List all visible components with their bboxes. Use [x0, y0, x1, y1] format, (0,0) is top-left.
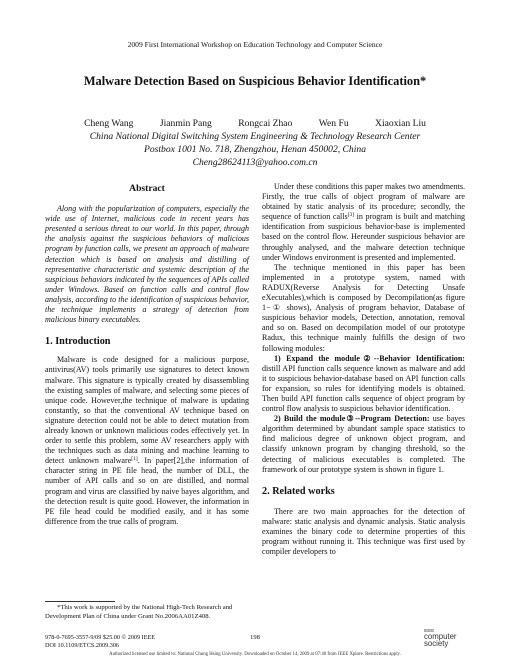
body-text: Under these conditions this paper makes two amendments. Firstly, the true calls of object program of malware are obtained by static analysis of its procedure; secondly, the sequence of function calls	[262, 182, 465, 222]
authorized-use-notice: Authorized licensed use limited to: National Chung Hsing University. Downloaded on October 14, 2009 at 07:40 from IEEE Xplore. Restrictions apply.	[109, 652, 401, 657]
list-item	[262, 414, 465, 475]
isbn: 978-0-7695-3557-9/09 $25.00 © 2009 IEEE	[45, 634, 156, 641]
abstract-heading: Abstract	[129, 183, 165, 194]
list-item-title: 2) Build the module③--Program Detection:	[274, 414, 430, 424]
conference-header: 2009 First International Workshop on Education Technology and Computer Science	[127, 40, 383, 49]
footnote-divider	[45, 601, 115, 602]
author-name: Xiaoxian Liu	[375, 118, 426, 129]
body-paragraph: The technique mentioned in this paper has been implemented in a prototype system, named with RADUX(Reverse Analysis for Detecting Unsafe eXecutables),which is composed by Decompilation(as figure 1−① shows), Analysis of program behavior, Database of suspicious behavior models, Detection, annotation, removal and so on. Based on decompilation model of our prototype Radux, this technique mainly fulfills the design of two following modules:	[262, 262, 465, 353]
list-item-title: 1) Expand the module②--Behavior Identification:	[274, 353, 465, 363]
footnote: *This work is supported by the National High-Tech Research and Development Plan of China under Grant No.2006AA01Z408.	[45, 604, 233, 620]
body-paragraph	[262, 182, 465, 263]
left-column	[45, 184, 249, 527]
author-name: Jianmin Pang	[159, 118, 212, 129]
list-item-text: use bayes algorithm determined by abundant sample space statistics to find malicious degree of unknown object program, and classify unknown program by changing threshold, so the detecting of malicious executables is completed. The framework of our prototype system is shown in figure 1.	[262, 414, 466, 474]
intro-text-a: Malware is code designed for a malicious purpose, antivirus(AV) tools primarily use signatures to detect known malware. This signature is typically created by disassembling the existing samples of malware, and selecting some pieces of unique code. However,the technique of malware is updating constantly, so that the conventional AV technique based on signature detection could not be able to detect mutation from already known or unknown malicious codes effectively yet. In order to settle this problem, some AV researchers apply with the techniques such as data mining and machine learning to detect unknown malware	[45, 355, 249, 466]
author-list	[0, 118, 510, 129]
affiliation: China National Digital Switching System Engineering & Technology Research Center	[89, 131, 421, 142]
list-item-text: distill API function calls sequence known as malware and add it to suspicious behavior-database based on API function calls for expansion, so rules for identifying models is obtained. Then build API function calls sequence of object program by control flow analysis to suspicious behavior identification.	[262, 363, 465, 414]
logo-line: computer	[424, 632, 457, 641]
body-paragraph: There are two main approaches for the detection of malware: static analysis and dynamic analysis. Static analysis examines the binary code to determine properties of this program without running it. This technique was first used by compiler developers to	[262, 506, 465, 557]
abstract-text: Along with the popularization of computers, especially the wide use of Internet, malicious code in recent years has presented a serious threat to our world. In this paper, through the analysis against the suspicious behaviors of malicious program by function calls, we present an approach of malware detection which is based on analysis and distilling of representative characteristic and systemic description of the suspicious behaviors indicated by the sequences of APIs called under Windows. Based on function calls and control flow analysis, according to the identification of suspicious behavior, the technique implements a strategy of detection from malicious binary executables.	[45, 204, 249, 325]
logo-line: society	[424, 639, 449, 649]
author-name: Rongcai Zhao	[238, 118, 293, 129]
intro-text-b: . In paper[2],the information of character string in PE file head, the number of DLL, the number of API calls and so on are distilled, and normal program and virus are classified by naive bayes algorithm, and the detection result is quite good. However, the information in PE file head could be modified easily, and it has some difference from the true calls of program.	[45, 456, 249, 526]
right-column	[262, 182, 465, 557]
section-heading-related-works: 2. Related works	[262, 485, 335, 497]
author-name: Wen Fu	[318, 118, 349, 129]
citation: [3]	[347, 212, 355, 219]
citation: [1]	[131, 456, 138, 463]
doi: DOI 10.1109/ETCS.2009.306	[45, 642, 120, 649]
email: Cheng28624113@yahoo.com.cn	[192, 157, 318, 168]
logo-ieee-text: IEEE	[424, 628, 435, 633]
list-item	[262, 354, 465, 415]
intro-paragraph	[45, 355, 249, 527]
address: Postbox 1001 No. 718, Zhengzhou, Henan 450002, China	[144, 144, 366, 155]
ieee-computer-society-logo	[424, 628, 466, 650]
author-name: Cheng Wang	[84, 118, 134, 129]
section-heading-introduction: 1. Introduction	[45, 336, 111, 348]
body-text: in program is built and matching identification from suspicious behavior-base is implemented based on the control flow. Hereunder suspicious behavior are throughly analysed, and the malware detection technique under Windows environment is presented and implemented.	[262, 212, 465, 262]
page-number: 198	[250, 634, 260, 641]
paper-title: Malware Detection Based on Suspicious Behavior Identification*	[83, 74, 427, 88]
